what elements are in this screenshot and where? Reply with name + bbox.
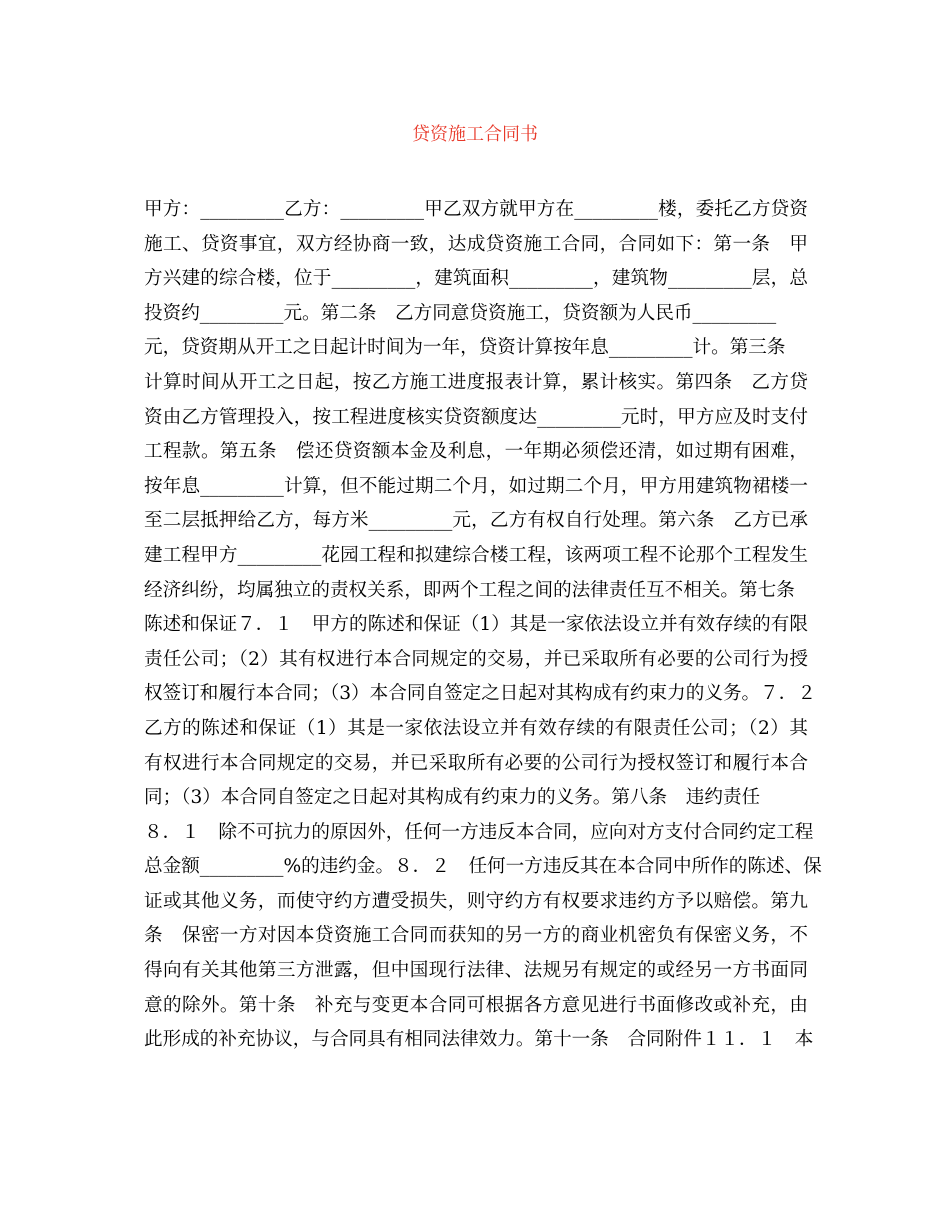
paragraph-line: 施工、贷资事宜，双方经协商一致，达成贷资施工合同，合同如下：第一条 甲 xyxy=(144,233,808,255)
paragraph-line: 同；（3）本合同自签定之日起对其构成有约束力的义务。第八条 违约责任 xyxy=(144,787,761,809)
document-body xyxy=(144,193,822,1058)
paragraph-line: 证或其他义务，而使守约方遭受损失，则守约方有权要求违约方予以赔偿。第九 xyxy=(144,890,808,912)
paragraph-line: 方兴建的综合楼，位于_________，建筑面积_________，建筑物_________层，总 xyxy=(144,268,808,290)
paragraph-line: 工程款。第五条 偿还贷资额本金及利息，一年期必须偿还清，如过期有困难， xyxy=(144,441,808,463)
paragraph-line: 按年息_________计算，但不能过期二个月，如过期二个月，甲方用建筑物裙楼一 xyxy=(144,475,808,497)
paragraph-line: 陈述和保证７．１ 甲方的陈述和保证（1）其是一家依法设立并有效存续的有限 xyxy=(144,614,808,636)
paragraph-line: 条 保密一方对因本贷资施工合同而获知的另一方的商业机密负有保密义务，不 xyxy=(144,925,808,947)
paragraph-line: 乙方的陈述和保证（1）其是一家依法设立并有效存续的有限责任公司；（2）其 xyxy=(144,717,808,739)
paragraph-line: 责任公司；（2）其有权进行本合同规定的交易，并已采取所有必要的公司行为授 xyxy=(144,648,808,670)
paragraph-line: 意的除外。第十条 补充与变更本合同可根据各方意见进行书面修改或补充，由 xyxy=(144,994,808,1016)
paragraph-line: 得向有关其他第三方泄露，但中国现行法律、法规另有规定的或经另一方书面同 xyxy=(144,960,808,982)
paragraph-line: 总金额_________%的违约金。８．２ 任何一方违反其在本合同中所作的陈述、保 xyxy=(144,856,822,878)
paragraph-line: 有权进行本合同规定的交易，并已采取所有必要的公司行为授权签订和履行本合 xyxy=(144,752,808,774)
paragraph-line: 建工程甲方_________花园工程和拟建综合楼工程，该两项工程不论那个工程发生 xyxy=(144,544,808,566)
paragraph-line: 资由乙方管理投入，按工程进度核实贷资额度达_________元时，甲方应及时支付 xyxy=(144,406,808,428)
paragraph-line: 甲方：_________乙方：_________甲乙双方就甲方在_________楼，委托乙方贷资 xyxy=(144,199,808,220)
paragraph-line: 经济纠纷，均属独立的责权关系，即两个工程之间的法律责任互不相关。第七条 xyxy=(144,579,795,601)
paragraph-line: 权签订和履行本合同；（3）本合同自签定之日起对其构成有约束力的义务。７．２ xyxy=(144,683,816,705)
document-title: 贷资施工合同书 xyxy=(412,124,538,145)
paragraph-line: 至二层抵押给乙方，每方米_________元，乙方有权自行处理。第六条 乙方已承 xyxy=(144,510,808,532)
paragraph-line: 计算时间从开工之日起，按乙方施工进度报表计算，累计核实。第四条 乙方贷 xyxy=(144,371,808,393)
paragraph-line: 元，贷资期从开工之日起计时间为一年，贷资计算按年息_________计。第三条 xyxy=(144,337,786,359)
paragraph-line: ８．１ 除不可抗力的原因外，任何一方违反本合同，应向对方支付合同约定工程 xyxy=(144,821,814,843)
paragraph-line: 此形成的补充协议，与合同具有相同法律效力。第十一条 合同附件１１．１ 本 xyxy=(144,1029,814,1051)
paragraph-line: 投资约_________元。第二条 乙方同意贷资施工，贷资额为人民币_________ xyxy=(144,302,777,324)
